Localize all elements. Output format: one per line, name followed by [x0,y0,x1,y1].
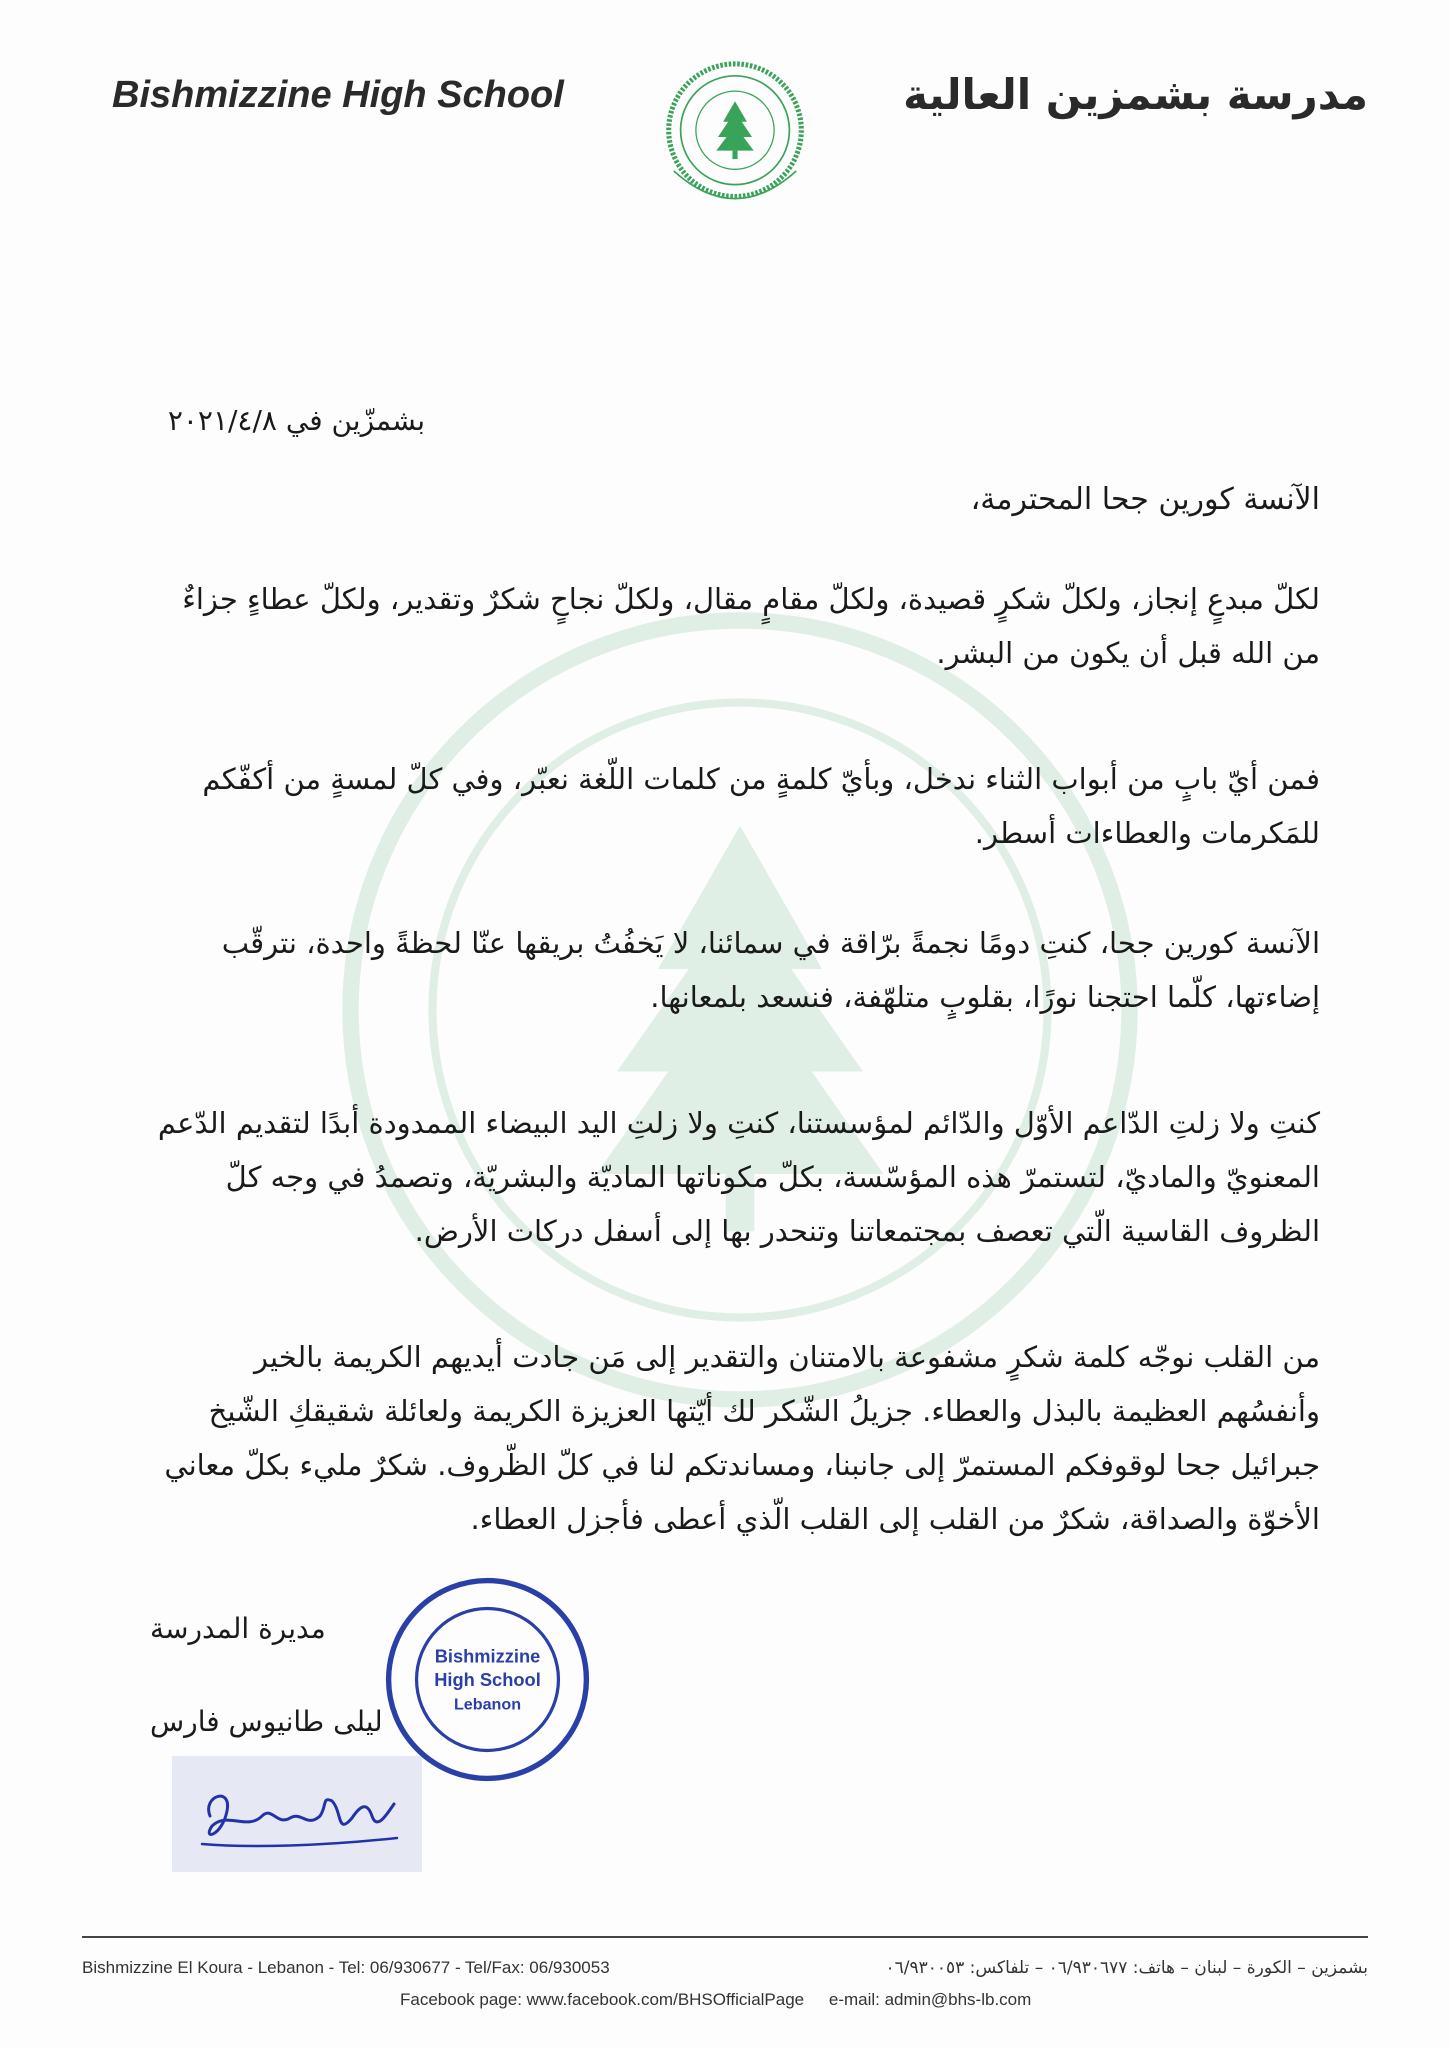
school-name-ar: مدرسة بشمزين العالية [903,70,1368,119]
footer-divider [82,1936,1368,1938]
paragraph: لكلّ مبدعٍ إنجاز، ولكلّ شكرٍ قصيدة، ولكلّ مقامٍ مقال، ولكلّ نجاحٍ شكرٌ وتقدير، ولكلّ عطاءٍ جزاءٌ من الله قبل أن يكون من البشر. [182,582,1320,670]
facebook-link[interactable]: Facebook page: www.facebook.com/BHSOfficialPage [400,1990,805,2009]
school-name-en: Bishmizzine High School [112,74,564,116]
stamp-line: Lebanon [453,1695,522,1714]
footer-address-en: Bishmizzine El Koura - Lebanon - Tel: 06/930677 - Tel/Fax: 06/930053 [82,1958,610,1977]
footer-address-ar: بشمزين – الكورة – لبنان – هاتف: ٠٦/٩٣٠٦٧٧ – تلفاكس: ٠٦/٩٣٠٠٥٣ [885,1958,1368,1978]
paragraph: من القلب نوجّه كلمة شكرٍ مشفوعة بالامتنان والتقدير إلى مَن جادت أيديهم الكريمة بالخير وأنفسُهم العظيمة بالبذل والعطاء. جزيلُ الشّكر لك أيّتها العزيزة الكريمة ولعائلة شقيقكِ الشّيخ جبرائيل جحا لوقوفكم المستمرّ إلى جانبنا، ومساندتكم لنا في كلّ الظّروف. شكرٌ مليء بكلّ معاني الأخوّة والصداقة، شكرٌ من القلب إلى القلب الّذي أعطى فأجزل العطاء. [164,1340,1320,1536]
email-link[interactable]: e-mail: admin@bhs-lb.com [828,1990,1032,2009]
school-stamp-icon [380,1572,595,1787]
signatory-name: ليلى طانيوس فارس [150,1705,383,1738]
salutation: الآنسة كورين جحا المحترمة، [970,482,1320,517]
paragraph: كنتِ ولا زلتِ الدّاعم الأوّل والدّائم لمؤسستنا، كنتِ ولا زلتِ اليد البيضاء الممدودة أبدًا لتقديم الدّعم المعنويّ والماديّ، لتستمرّ هذه المؤسّسة، بكلّ مكوناتها الماديّة والبشريّة، وتصمدُ في وجه كلّ الظروف القاسية الّتي تعصف بمجتمعاتنا وتنحدر بها إلى أسفل دركات الأرض. [157,1106,1320,1248]
school-logo-icon [650,52,820,222]
stamp-line: High School [434,1668,541,1690]
stamp-line: Bishmizzine [434,1645,541,1667]
paragraph: الآنسة كورين جحا، كنتِ دومًا نجمةً برّاقة في سمائنا، لا يَخفُتُ بريقها عنّا لحظةً واحدة، نترقّب إضاءتها، كلّما احتجنا نورًا، بقلوبٍ متلهّفة، فنسعد بلمعانها. [221,926,1320,1014]
footer-contacts [400,1990,1051,2010]
signatory-role: مديرة المدرسة [150,1612,326,1645]
letter-date: بشمزّين في ٢٠٢١/٤/٨ [167,404,425,437]
paragraph: فمن أيّ بابٍ من أبواب الثناء ندخل، وبأيّ كلمةٍ من كلمات اللّغة نعبّر، وفي كلّ لمسةٍ من أكفّكم للمَكرمات والعطاءات أسطر. [202,762,1320,850]
